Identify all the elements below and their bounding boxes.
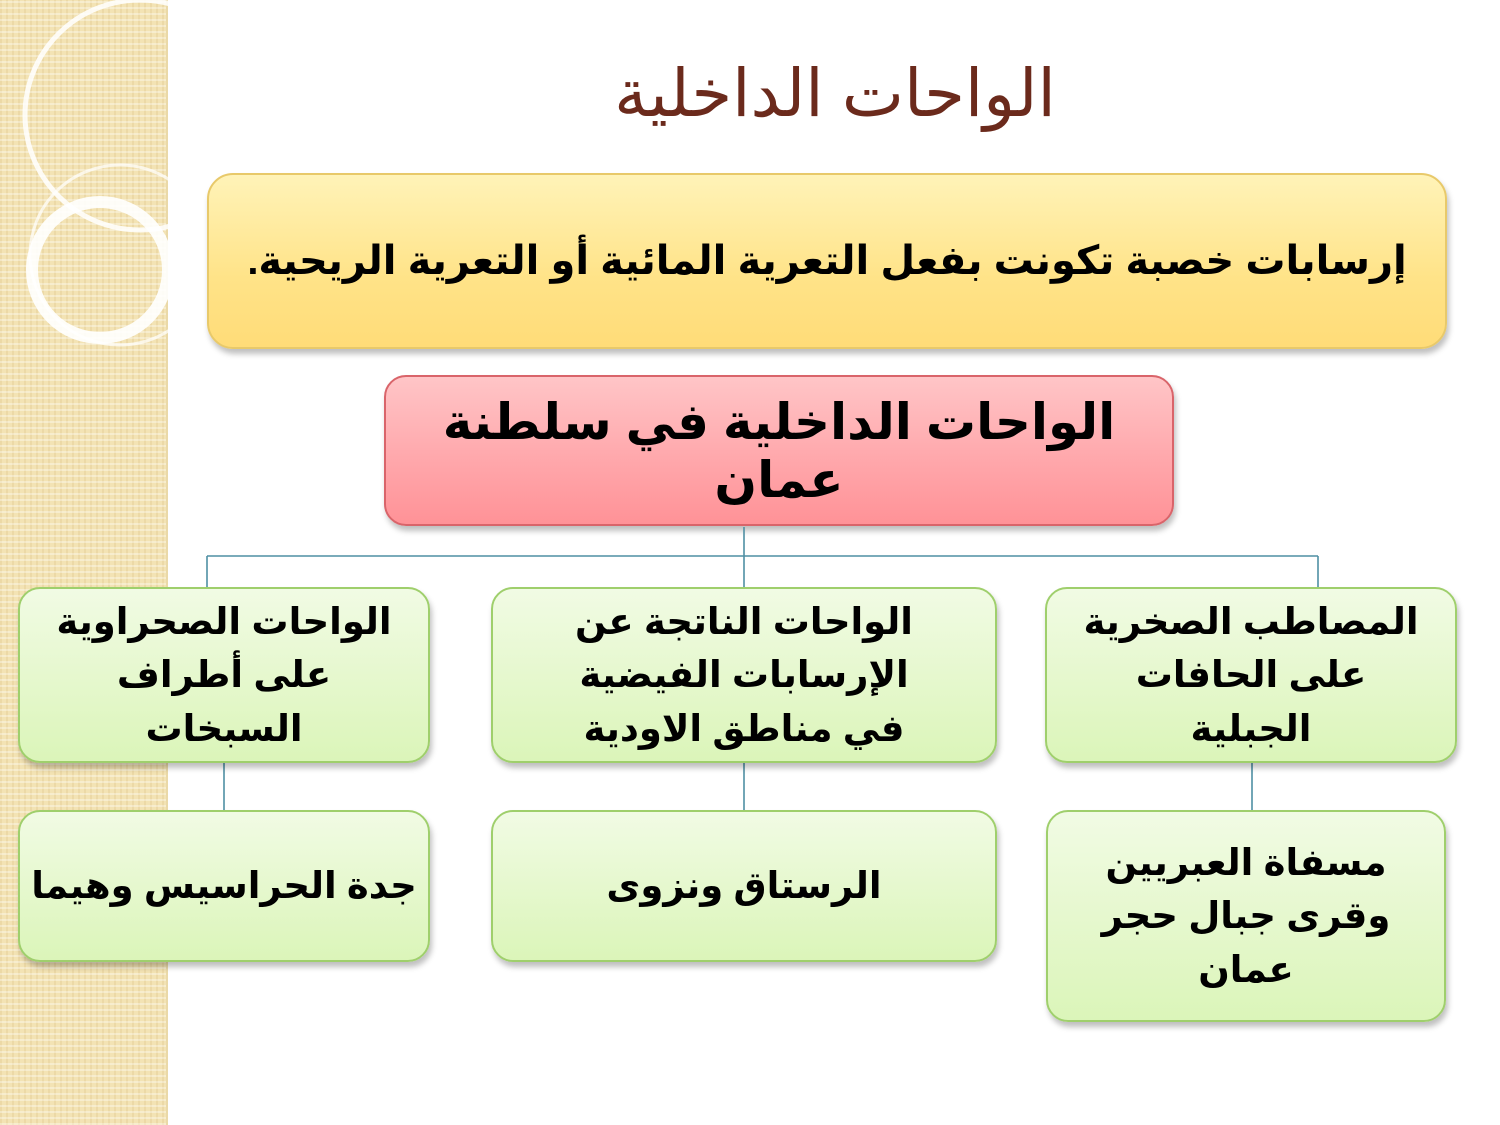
category-rock-terraces bbox=[1045, 587, 1457, 763]
example-label: مسفاة العبريين وقرى جبال حجر عمان bbox=[1101, 841, 1391, 990]
category-label: المصاطب الصخرية على الحافات الجبلية bbox=[1083, 600, 1419, 749]
definition-text: إرسابات خصبة تكونت بفعل التعرية المائية أو التعرية الريحية. bbox=[247, 239, 1407, 283]
category-label: الواحات الصحراوية على أطراف السبخات bbox=[56, 600, 392, 749]
category-label: الواحات الناتجة عن الإرسابات الفيضية في مناطق الاودية bbox=[575, 600, 913, 749]
category-desert-oases bbox=[18, 587, 430, 763]
slide-title: الواحات الداخلية bbox=[614, 56, 1056, 130]
example-label: جدة الحراسيس وهيما bbox=[31, 865, 417, 907]
example-alluvial-oases bbox=[491, 810, 997, 962]
example-label: الرستاق ونزوى bbox=[606, 865, 882, 907]
category-alluvial-oases bbox=[491, 587, 997, 763]
example-desert-oases bbox=[18, 810, 430, 962]
main-node-text: الواحات الداخلية في سلطنة عمان bbox=[442, 393, 1116, 508]
example-rock-terraces bbox=[1046, 810, 1446, 1022]
